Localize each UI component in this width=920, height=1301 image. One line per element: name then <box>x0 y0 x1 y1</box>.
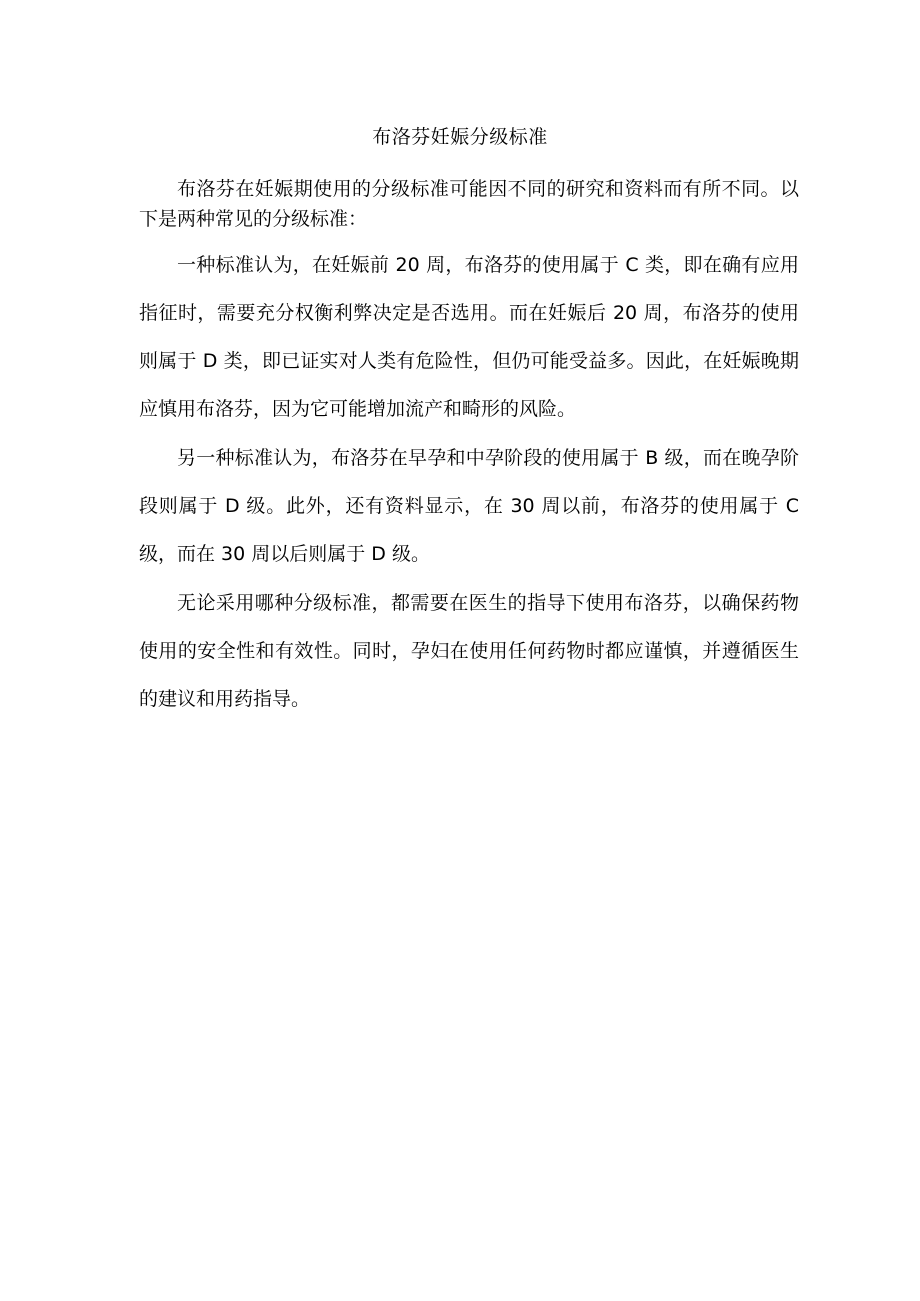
paragraph-standard-two: 另一种标准认为，布洛芬在早孕和中孕阶段的使用属于 B 级，而在晚孕阶段则属于 D 级。此外，还有资料显示，在 30 周以前，布洛芬的使用属于 C 级，而在 30 周以后则属于 D 级。 <box>139 447 799 565</box>
document-title: 布洛芬妊娠分级标准 <box>372 126 548 148</box>
paragraph-conclusion: 无论采用哪种分级标准，都需要在医生的指导下使用布洛芬，以确保药物使用的安全性和有效性。同时，孕妇在使用任何药物时都应谨慎，并遵循医生的建议和用药指导。 <box>139 592 799 710</box>
paragraph-intro: 布洛芬在妊娠期使用的分级标准可能因不同的研究和资料而有所不同。以下是两种常见的分级标准： <box>139 178 799 230</box>
paragraph-standard-one: 一种标准认为，在妊娠前 20 周，布洛芬的使用属于 C 类，即在确有应用指征时，需要充分权衡利弊决定是否选用。而在妊娠后 20 周，布洛芬的使用则属于 D 类，即已证实对人类有危险性，但仍可能受益多。因此，在妊娠晚期应慎用布洛芬，因为它可能增加流产和畸形的风险。 <box>139 254 799 420</box>
